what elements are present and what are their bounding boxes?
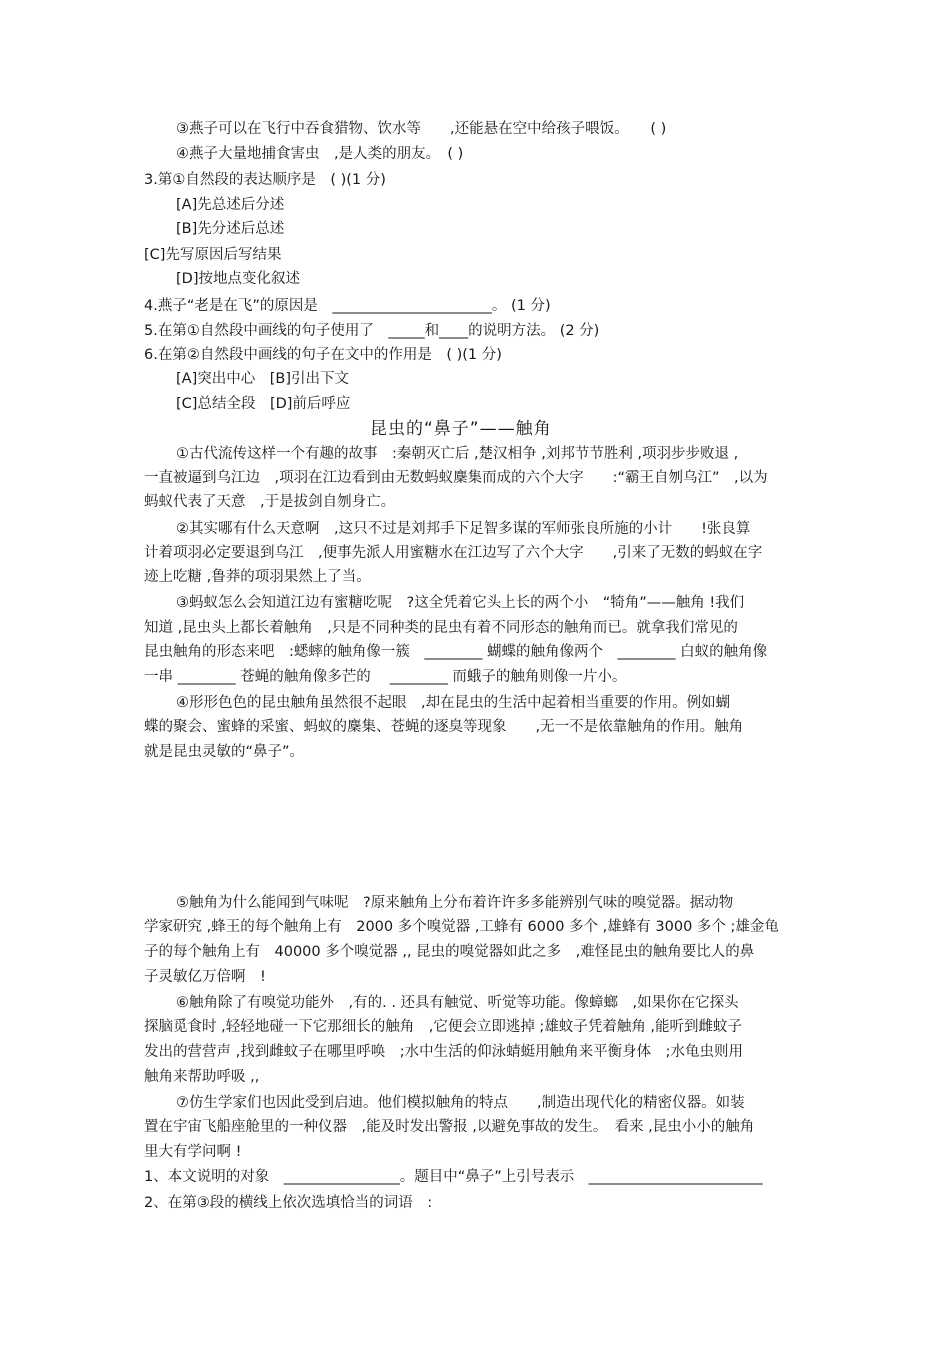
- article-question-1: 1、本文说明的对象 ________________。题目中“鼻子”上引号表示 ________________________: [144, 1169, 763, 1185]
- question-3: 3.第①自然段的表达顺序是 ( )(1 分): [144, 172, 386, 188]
- paragraph-2-line-1: ②其实哪有什么天意啊 ,这只不过是刘邦手下足智多谋的军师张良所施的小计 !张良算: [176, 521, 751, 537]
- paragraph-7-line-3: 里大有学问啊 !: [144, 1144, 242, 1160]
- paragraph-4-line-2: 蝶的聚会、蜜蜂的采蜜、蚂蚁的麇集、苍蝇的逐臭等现象 ,无一不是依靠触角的作用。触角: [144, 719, 744, 735]
- paragraph-6-line-4: 触角来帮助呼吸 ,,: [144, 1069, 260, 1085]
- question-6-options-row-2: [C]总结全段 [D]前后呼应: [176, 396, 351, 412]
- paragraph-5-line-3: 子的每个触角上有 40000 多个嗅觉器 ,, 昆虫的嗅觉器如此之多 ,难怪昆虫的触角要比人的鼻: [144, 944, 755, 960]
- paragraph-6-line-3: 发出的营营声 ,找到雌蚊子在哪里呼唤 ;水中生活的仰泳蜻蜓用触角来平衡身体 ;水龟虫则用: [144, 1044, 743, 1060]
- statement-3: ③燕子可以在飞行中吞食猎物、饮水等 ,还能悬在空中给孩子喂饭。 ( ): [176, 121, 667, 137]
- question-3-option-c: [C]先写原因后写结果: [144, 247, 282, 263]
- paragraph-4-line-1: ④形形色色的昆虫触角虽然很不起眼 ,却在昆虫的生活中起着相当重要的作用。例如蝴: [176, 695, 731, 711]
- paragraph-7-line-1: ⑦仿生学家们也因此受到启迪。他们模拟触角的特点 ,制造出现代化的精密仪器。如装: [176, 1095, 745, 1111]
- paragraph-5-line-4: 子灵敏亿万倍啊 !: [144, 969, 266, 985]
- article-question-2: 2、在第③段的横线上依次选填恰当的词语 :: [144, 1195, 433, 1211]
- paragraph-1-line-3: 蚂蚁代表了天意 ,于是拔剑自刎身亡。: [144, 494, 396, 510]
- paragraph-6-line-1: ⑥触角除了有嗅觉功能外 ,有的. . 还具有触觉、听觉等功能。像蟑螂 ,如果你在它探头: [176, 995, 739, 1011]
- article-title: 昆虫的“鼻子”——触角: [370, 419, 552, 439]
- paragraph-3-line-1: ③蚂蚁怎么会知道江边有蜜糖吃呢 ?这全凭着它头上长的两个小 “犄角”——触角 !我们: [176, 595, 745, 611]
- question-5: 5.在第①自然段中画线的句子使用了 _____和____的说明方法。 (2 分): [144, 323, 600, 339]
- question-4: 4.燕子“老是在飞”的原因是 ______________________。 (1 分): [144, 298, 551, 314]
- question-3-option-d: [D]按地点变化叙述: [176, 271, 300, 287]
- question-3-option-b: [B]先分述后总述: [176, 221, 285, 237]
- paragraph-3-line-2: 知道 ,昆虫头上都长着触角 ,只是不同种类的昆虫有着不同形态的触角而已。就拿我们常见的: [144, 620, 738, 636]
- paragraph-2-line-2: 计着项羽必定要退到乌江 ,便事先派人用蜜糖水在江边写了六个大字 ,引来了无数的蚂蚁在字: [144, 545, 763, 561]
- paragraph-4-line-3: 就是昆虫灵敏的“鼻子”。: [144, 744, 305, 760]
- question-6-options-row-1: [A]突出中心 [B]引出下文: [176, 371, 349, 387]
- paragraph-3-line-3: 昆虫触角的形态来吧 :蟋蟀的触角像一簇 ________ 蝴蝶的触角像两个 ________ 白蚁的触角像: [144, 644, 768, 660]
- paragraph-6-line-2: 探脑觅食时 ,轻轻地碰一下它那细长的触角 ,它便会立即逃掉 ;雄蚊子凭着触角 ,能听到雌蚊子: [144, 1019, 743, 1035]
- paragraph-3-line-4: 一串 ________ 苍蝇的触角像多芒的 ________ 而蛾子的触角则像一片小。: [144, 669, 627, 685]
- paragraph-5-line-1: ⑤触角为什么能闻到气味呢 ?原来触角上分布着许许多多能辨别气味的嗅觉器。据动物: [176, 895, 734, 911]
- question-6: 6.在第②自然段中画线的句子在文中的作用是 ( )(1 分): [144, 347, 502, 363]
- paragraph-7-line-2: 置在宇宙飞船座舱里的一种仪器 ,能及时发出警报 ,以避免事故的发生。 看来 ,昆虫小小的触角: [144, 1119, 755, 1135]
- question-3-option-a: [A]先总述后分述: [176, 197, 285, 213]
- paragraph-5-line-2: 学家研究 ,蜂王的每个触角上有 2000 多个嗅觉器 ,工蜂有 6000 多个 ,雄蜂有 3000 多个 ;雄金龟: [144, 919, 779, 935]
- paragraph-1-line-2: 一直被逼到乌江边 ,项羽在江边看到由无数蚂蚁麇集而成的六个大字 :“霸王自刎乌江” ,以为: [144, 470, 768, 486]
- paragraph-1-line-1: ①古代流传这样一个有趣的故事 :秦朝灭亡后 ,楚汉相争 ,刘邦节节胜利 ,项羽步步败退 ,: [176, 446, 739, 462]
- paragraph-2-line-3: 迹上吃糖 ,鲁莽的项羽果然上了当。: [144, 569, 371, 585]
- statement-4: ④燕子大量地捕食害虫 ,是人类的朋友。 ( ): [176, 146, 464, 162]
